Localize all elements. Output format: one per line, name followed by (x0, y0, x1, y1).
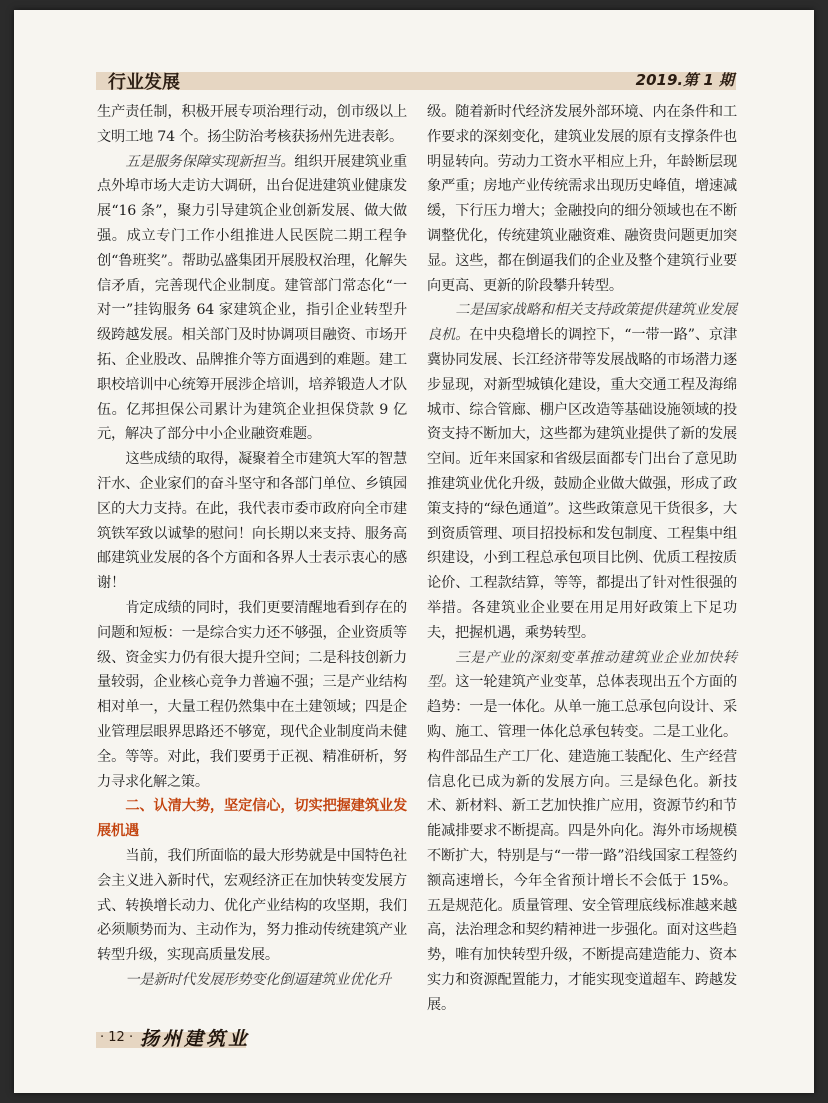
section-heading: 二、认清大势，坚定信心，切实把握建筑业发展机遇 (97, 798, 407, 840)
right-column (427, 100, 737, 1017)
paragraph: 当前，我们所面临的最大形势就是中国特色社会主义进入新时代，宏观经济正在加快转变发展方式、转换增长动力、优化产业结构的攻坚期，我们必须顺势而为、主动作为，努力推动传统建筑产业转型升级，实现高质量发展。 (97, 847, 407, 964)
paragraph-lead: 一是新时代发展形势变化倒逼建筑业优化升 (125, 971, 392, 988)
paragraph-lead: 二是国家战略和相关支持政策提供建筑业发展良机。 (427, 302, 737, 344)
page-number: · 12 · (100, 1030, 134, 1045)
magazine-logo: 扬州建筑业 (140, 1028, 251, 1050)
paragraph: 级。随着新时代经济发展外部环境、内在条件和工作要求的深刻变化，建筑业发展的原有支撑条件也明显转向。劳动力工资水平相应上升，年龄断层现象严重；房地产业传统需求出现历史峰值，增速减缓，下行压力增大；金融投向的细分领域也在不断调整优化，传统建筑业融资难、融资贵问题更加突显。这些，都在倒逼我们的企业及整个建筑行业要向更高、更新的阶段攀升转型。 (427, 104, 737, 294)
paragraph-lead: 五是服务保障实现新担当。 (125, 153, 295, 170)
paragraph-lead: 三是产业的深刻变革推动建筑业企业加快转型。 (427, 649, 737, 691)
paragraph: 生产责任制，积极开展专项治理行动，创市级以上文明工地 74 个。扬尘防治考核获扬州先进表彰。 (97, 104, 407, 145)
left-column (97, 100, 407, 993)
paragraph-body: 组织开展建筑业重点外埠市场大走访大调研，出台促进建筑业健康发展“16 条”，聚力引导建筑企业创新发展、做大做强。成立专门工作小组推进人民医院二期工程争创“鲁班奖”。帮助弘盛集团开展股权治理，化解失信矛盾，完善现代企业制度。建管部门常态化“一对一”挂钩服务 64 家建筑企业，指引企业转型升级跨越发展。相关部门及时协调项目融资、市场开拓、企业股改、品牌推介等方面遇到的难题。建工职校培训中心统筹开展涉企培训，培养锻造人才队伍。亿邦担保公司累计为建筑企业担保贷款 9 亿元，解决了部分中小企业融资难题。 (97, 153, 407, 443)
page-header (96, 68, 736, 92)
paragraph (427, 646, 737, 1018)
paragraph-body: 在中央稳增长的调控下，“一带一路”、京津冀协同发展、长江经济带等发展战略的市场潜力逐步显现，对新型城镇化建设，重大交通工程及海绵城市、综合管廊、棚户区改造等基础设施领域的投资支持不断加大，这些都为建筑业提供了新的发展空间。近年来国家和省级层面都专门出台了意见助推建筑业优化升级，鼓励企业做大做强，形成了政策支持的“绿色通道”。这些政策意见干货很多，大到资质管理、项目招投标和发包制度、工程集中组织建设，小到工程总承包项目比例、优质工程按质论价、工程款结算，等等，都提出了针对性很强的举措。各建筑业企业要在用足用好政策上下足功夫，把握机遇，乘势转型。 (427, 327, 737, 641)
paragraph (97, 968, 407, 993)
issue-label: 2019.第 1 期 (635, 71, 734, 89)
section-title: 行业发展 (108, 72, 180, 93)
paragraph: 这些成绩的取得，凝聚着全市建筑大军的智慧汗水、企业家们的奋斗坚守和各部门单位、乡镇园区的大力支持。在此，我代表市委市政府向全市建筑铁军致以诚挚的慰问！向长期以来支持、服务高邮建筑业发展的各个方面和各界人士表示衷心的感谢！ (97, 451, 407, 592)
paragraph (427, 298, 737, 645)
page-footer (96, 1024, 256, 1050)
paragraph (97, 150, 407, 448)
paragraph: 肯定成绩的同时，我们更要清醒地看到存在的问题和短板：一是综合实力还不够强，企业资质等级、资金实力仍有很大提升空间；二是科技创新力量较弱，企业核心竞争力普遍不强；三是产业结构相对单一，大量工程仍然集中在土建领域；四是企业管理层眼界思路还不够宽，现代企业制度尚未健全。等等。对此，我们要勇于正视、精准研析，努力寻求化解之策。 (97, 599, 407, 790)
paragraph-body: 这一轮建筑产业变革，总体表现出五个方面的趋势：一是一体化。从单一施工总承包向设计、采购、施工、管理一体化总承包转变。二是工业化。构件部品生产工厂化、建造施工装配化、生产经营信息化已成为新的发展方向。三是绿色化。新技术、新材料、新工艺加快推广应用，资源节约和节能减排要求不断提高。四是外向化。海外市场规模不断扩大，特别是与“一带一路”沿线国家工程签约额高速增长，今年全省预计增长不会低于 15%。五是规范化。质量管理、安全管理底线标准越来越高，法治理念和契约精神进一步强化。面对这些趋势，唯有加快转型升级，不断提高建造能力、资本实力和资源配置能力，才能实现变道超车、跨越发展。 (427, 674, 737, 1013)
